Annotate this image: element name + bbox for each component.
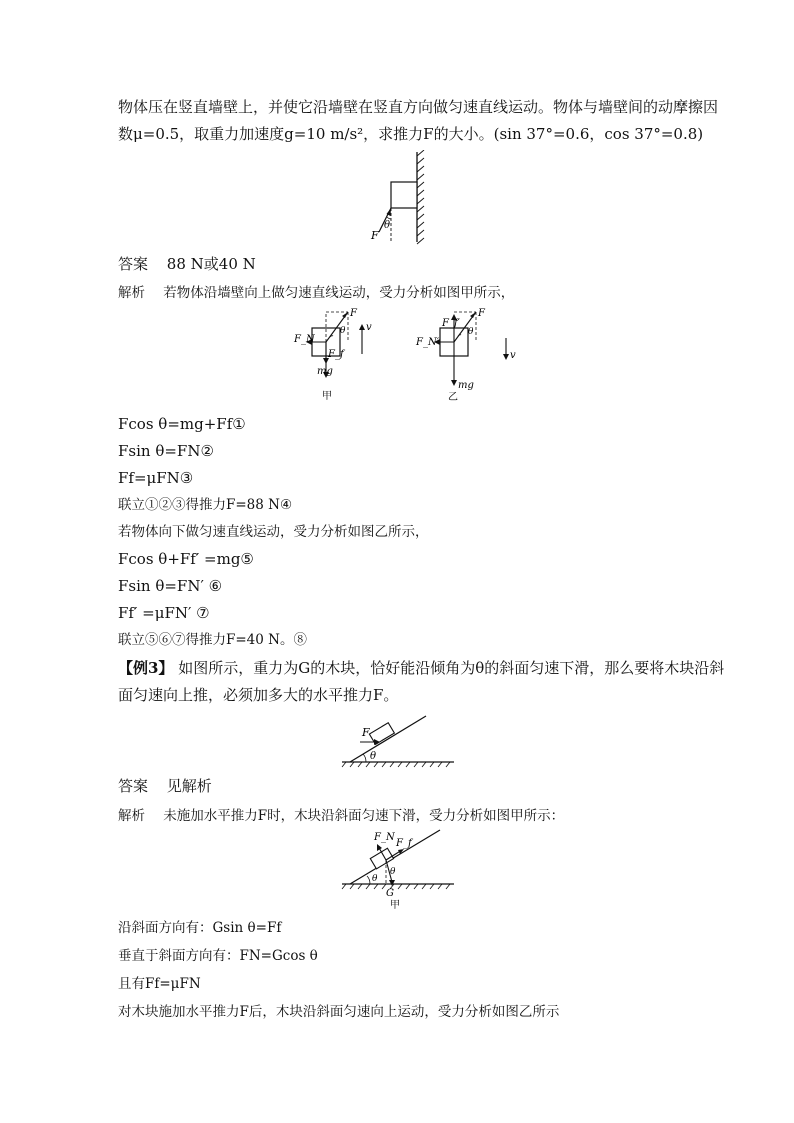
equation-5: Fcos θ+Ff′ =mg⑤ — [118, 550, 254, 568]
analysis-2-label: 解析 — [118, 808, 145, 824]
jia-f-label: F — [350, 308, 357, 319]
answer-label: 答案 — [118, 255, 149, 273]
problem-line-1: 物体压在竖直墙壁上，并使它沿墙壁在竖直方向做匀速直线运动。物体与墙壁间的动摩擦因 — [118, 98, 719, 116]
incline-fn-label: F_N — [374, 832, 395, 843]
example-3-text-1: 如图所示，重力为G的木块，恰好能沿倾角为θ的斜面匀速下滑，那么要将木块沿斜 — [178, 659, 725, 677]
analysis-1-intro — [118, 283, 514, 303]
equation-3: Ff=μFN③ — [118, 469, 194, 487]
jia-v-label: v — [366, 322, 372, 333]
example-3-line-2: 面匀速向上推，必须加多大的水平推力F。 — [118, 686, 399, 704]
equation-b: 垂直于斜面方向有：FN=Gcos θ — [118, 948, 318, 964]
jia-mg-label: mg — [317, 366, 333, 377]
incline-diagram-caption: 甲 — [390, 900, 400, 910]
analysis-2-text: 未施加水平推力F时，木块沿斜面匀速下滑，受力分析如图甲所示： — [163, 808, 565, 824]
analysis-down-text: 若物体向下做匀速直线运动，受力分析如图乙所示， — [118, 524, 429, 540]
jia-caption: 甲 — [322, 391, 332, 402]
jia-ff-label: F_f — [328, 349, 344, 360]
force-diagram-yi — [408, 306, 518, 406]
incline-g-label: G — [386, 888, 394, 899]
fig1-force-label: F — [371, 229, 379, 242]
yi-fn-label: F_N′ — [416, 337, 439, 348]
analysis-2-intro — [118, 806, 564, 826]
example-tag: 【例3】 — [118, 659, 174, 677]
answer-2-value: 见解析 — [166, 777, 212, 795]
yi-v-label: v — [510, 350, 516, 361]
equation-2: Fsin θ=FN② — [118, 442, 214, 460]
yi-ff-label: F_f′ — [442, 318, 460, 329]
incline-force-label: F — [362, 726, 370, 739]
result-1: 联立①②③得推力F=88 N④ — [118, 497, 293, 513]
final-line: 对木块施加水平推力F后，木块沿斜面匀速向上运动，受力分析如图乙所示 — [118, 1004, 560, 1020]
equation-a: 沿斜面方向有：Gsin θ=Ff — [118, 920, 282, 936]
wall-block-figure — [360, 150, 440, 246]
yi-theta-label: θ — [468, 327, 474, 337]
example-3-line-1 — [118, 658, 724, 678]
equation-c: 且有Ff=μFN — [118, 976, 201, 992]
incline-theta-label: θ — [370, 751, 377, 762]
equation-7: Ff′ =μFN′ ⑦ — [118, 604, 210, 622]
yi-mg-label: mg — [458, 380, 474, 391]
result-2: 联立⑤⑥⑦得推力F=40 N。⑧ — [118, 632, 307, 648]
incline-force-diagram — [340, 826, 460, 910]
yi-f-label: F — [478, 308, 485, 319]
incline-theta-2: θ — [390, 867, 396, 877]
answer-value: 88 N或40 N — [166, 255, 256, 273]
incline-figure — [340, 712, 460, 770]
answer-2 — [118, 776, 212, 796]
jia-theta-label: θ — [340, 326, 346, 336]
equation-1: Fcos θ=mg+Ff① — [118, 415, 246, 433]
incline-theta-1: θ — [372, 874, 378, 884]
analysis-label: 解析 — [118, 285, 145, 301]
equation-6: Fsin θ=FN′ ⑥ — [118, 577, 223, 595]
incline-ff-label: F_f — [396, 838, 412, 849]
analysis-text: 若物体沿墙壁向上做匀速直线运动，受力分析如图甲所示， — [163, 285, 515, 301]
fig1-theta-label: θ — [384, 220, 391, 231]
yi-caption: 乙 — [448, 392, 458, 403]
answer-1 — [118, 254, 256, 274]
jia-fn-label: F_N — [294, 334, 315, 345]
answer-2-label: 答案 — [118, 777, 149, 795]
problem-line-2: 数μ=0.5，取重力加速度g=10 m/s²，求推力F的大小。(sin 37°=0.6，cos 37°=0.8) — [118, 125, 704, 143]
force-diagram-jia — [286, 306, 390, 404]
